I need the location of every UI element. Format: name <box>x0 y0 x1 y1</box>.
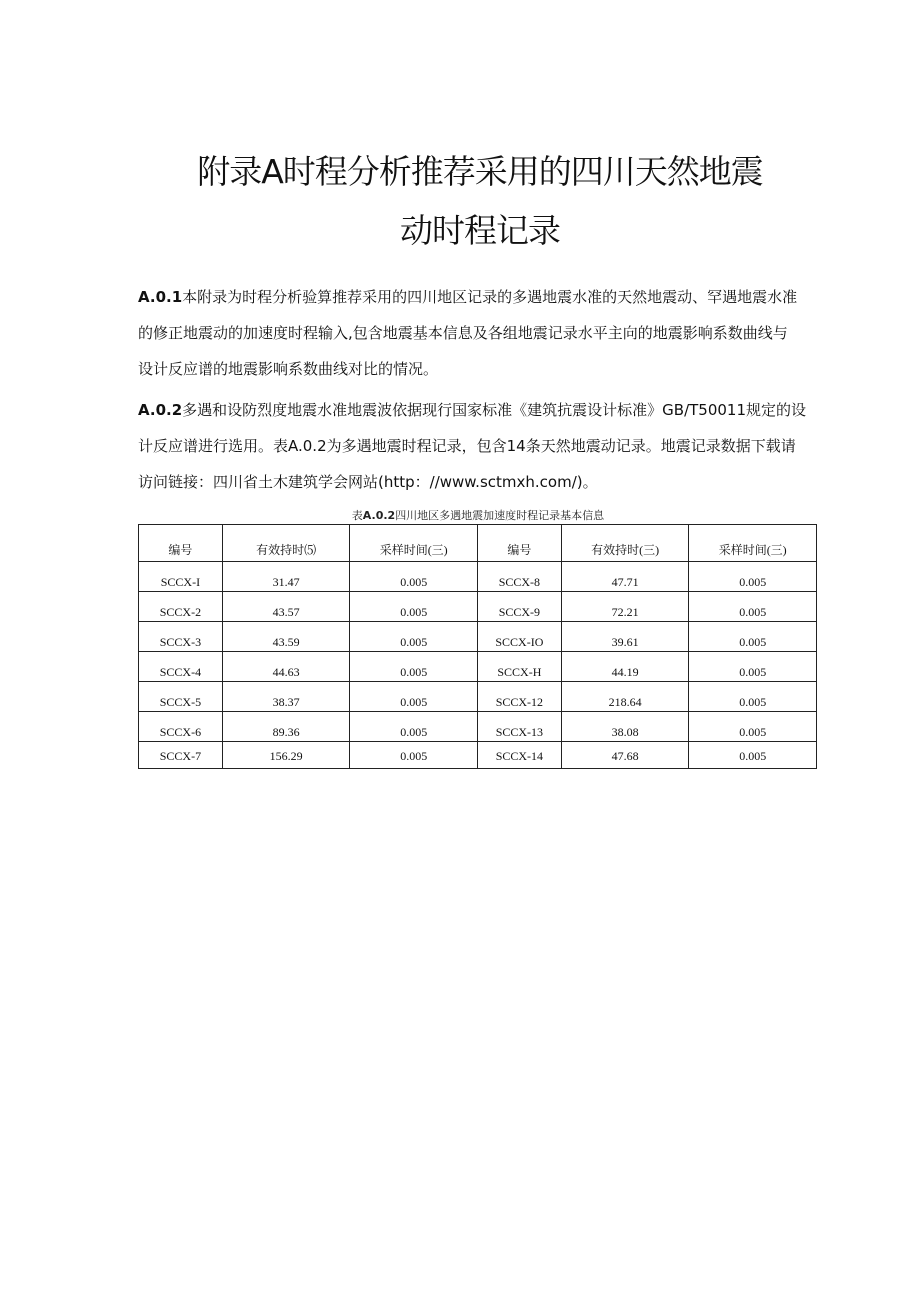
table-header-row <box>139 525 817 562</box>
cell-duration: 38.37 <box>222 682 350 712</box>
header-id-left: 编号 <box>139 525 223 562</box>
cell-id: SCCX-3 <box>139 622 223 652</box>
table-row <box>139 592 817 622</box>
paragraph-line: 的修正地震动的加速度时程输入,包含地震基本信息及各组地震记录水平主向的地震影响系数曲线与 <box>138 324 788 342</box>
cell-id: SCCX-12 <box>477 682 561 712</box>
paragraph-text: 本附录为时程分析验算推荐采用的四川地区记录的多遇地震水准的天然地震动、罕遇地震水准 <box>182 288 798 306</box>
cell-duration: 47.71 <box>561 562 689 592</box>
records-table <box>138 524 817 769</box>
table-row <box>139 712 817 742</box>
caption-prefix: 表 <box>351 509 363 522</box>
cell-duration: 44.63 <box>222 652 350 682</box>
table-row <box>139 742 817 769</box>
header-sampling-left: 采样时间(三) <box>350 525 478 562</box>
cell-duration: 156.29 <box>222 742 350 769</box>
cell-sampling: 0.005 <box>350 742 478 769</box>
section-a02-paragraph <box>138 392 818 500</box>
cell-sampling: 0.005 <box>689 682 817 712</box>
cell-sampling: 0.005 <box>350 682 478 712</box>
cell-duration: 43.57 <box>222 592 350 622</box>
cell-sampling: 0.005 <box>689 562 817 592</box>
paragraph-line <box>138 392 818 428</box>
cell-sampling: 0.005 <box>350 592 478 622</box>
cell-duration: 218.64 <box>561 682 689 712</box>
paragraph-line <box>138 279 818 315</box>
caption-text: 四川地区多遇地震加速度时程记录基本信息 <box>395 509 605 522</box>
cell-duration: 89.36 <box>222 712 350 742</box>
cell-id: SCCX-2 <box>139 592 223 622</box>
section-a01-paragraph <box>138 279 818 387</box>
cell-duration: 72.21 <box>561 592 689 622</box>
table-body <box>139 562 817 769</box>
cell-id: SCCX-8 <box>477 562 561 592</box>
cell-duration: 31.47 <box>222 562 350 592</box>
paragraph-line: 计反应谱进行选用。表A.0.2为多遇地震时程记录，包含14条天然地震动记录。地震记录数据下载请 <box>138 437 796 455</box>
caption-number: A.0.2 <box>362 509 396 522</box>
header-id-right: 编号 <box>477 525 561 562</box>
cell-duration: 43.59 <box>222 622 350 652</box>
cell-sampling: 0.005 <box>689 712 817 742</box>
cell-sampling: 0.005 <box>689 622 817 652</box>
cell-id: SCCX-9 <box>477 592 561 622</box>
cell-id: SCCX-4 <box>139 652 223 682</box>
cell-sampling: 0.005 <box>350 622 478 652</box>
page-title-line-1: 附录A时程分析推荐采用的四川天然地震 <box>197 152 763 191</box>
cell-id: SCCX-5 <box>139 682 223 712</box>
paragraph-line: 设计反应谱的地震影响系数曲线对比的情况。 <box>138 360 439 378</box>
paragraph-text: 多遇和设防烈度地震水准地震波依据现行国家标准《建筑抗震设计标准》GB/T50011规定的设 <box>182 401 807 419</box>
paragraph-line: 访问链接：四川省土木建筑学会网站(http：//www.sctmxh.com/)。 <box>138 473 598 491</box>
section-number: A.0.1 <box>138 288 183 306</box>
cell-sampling: 0.005 <box>689 592 817 622</box>
table-row <box>139 682 817 712</box>
page-title-line-2: 动时程记录 <box>400 211 560 250</box>
cell-id: SCCX-I <box>139 562 223 592</box>
table-row <box>139 622 817 652</box>
header-sampling-right: 采样时间(三) <box>689 525 817 562</box>
table-row <box>139 562 817 592</box>
cell-id: SCCX-H <box>477 652 561 682</box>
table-caption <box>138 507 818 523</box>
cell-id: SCCX-14 <box>477 742 561 769</box>
cell-sampling: 0.005 <box>350 652 478 682</box>
cell-duration: 44.19 <box>561 652 689 682</box>
cell-id: SCCX-7 <box>139 742 223 769</box>
cell-sampling: 0.005 <box>689 742 817 769</box>
cell-id: SCCX-13 <box>477 712 561 742</box>
cell-duration: 39.61 <box>561 622 689 652</box>
cell-sampling: 0.005 <box>689 652 817 682</box>
cell-sampling: 0.005 <box>350 562 478 592</box>
header-duration-right: 有效持时(三) <box>561 525 689 562</box>
table-row <box>139 652 817 682</box>
cell-sampling: 0.005 <box>350 712 478 742</box>
header-duration-left: 有效持时⑸ <box>222 525 350 562</box>
cell-id: SCCX-IO <box>477 622 561 652</box>
cell-duration: 38.08 <box>561 712 689 742</box>
cell-id: SCCX-6 <box>139 712 223 742</box>
cell-duration: 47.68 <box>561 742 689 769</box>
section-number: A.0.2 <box>138 401 183 419</box>
